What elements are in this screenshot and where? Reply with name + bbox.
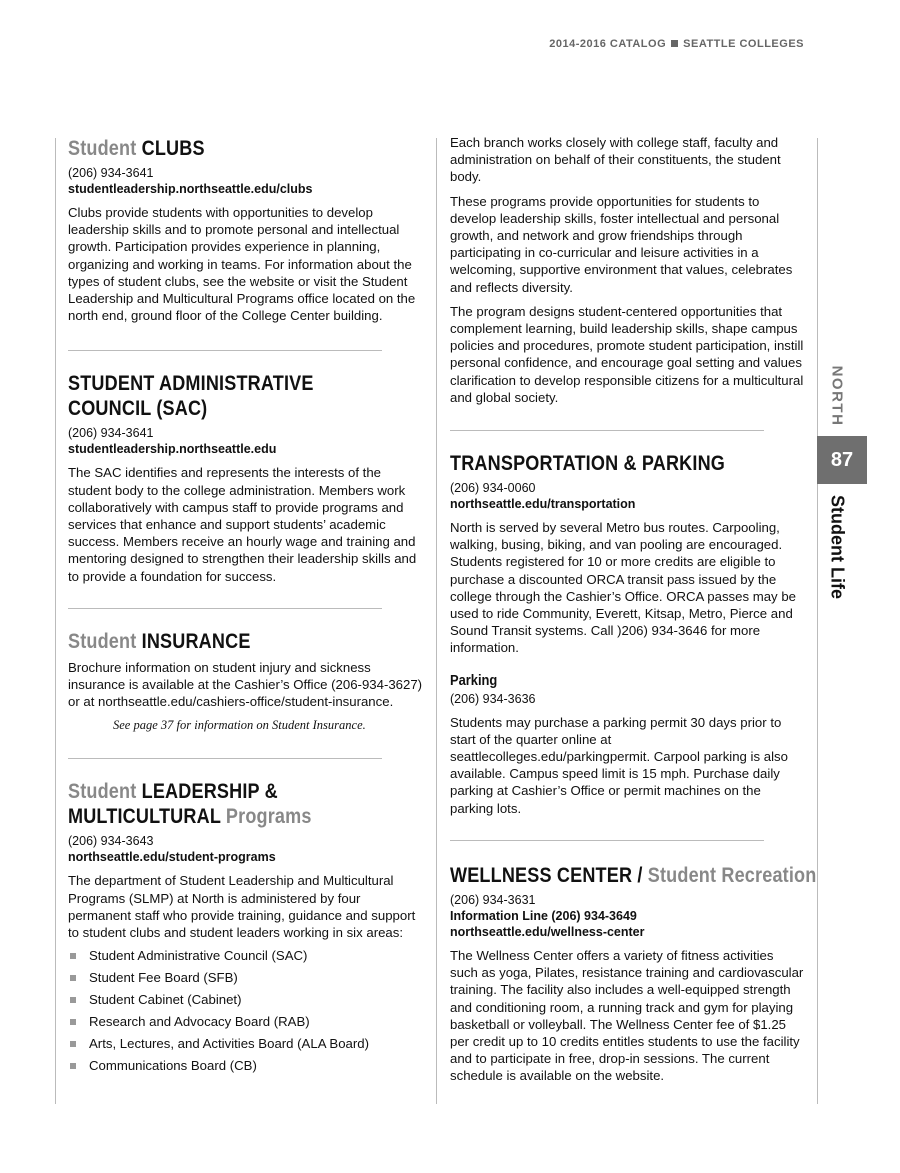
running-header <box>549 38 804 50</box>
body-text: The Wellness Center offers a variety of fitness activities such as yoga, Pilates, resistance training and cardiovascular training. The facility also includes a well-equipped strength and conditioning room, a running track and gym for playing basketball or volleyball. The Wellness Center fee of $1.25 per credit up to 10 credits entitles students to use the facility and to participate in free, drop-in sessions. The current schedule is available on the website. <box>450 947 804 1084</box>
square-bullet-icon <box>70 997 76 1003</box>
center-column-rule <box>436 138 437 1104</box>
section-title: Student LEADERSHIP & MULTICULTURAL Programs <box>68 780 312 829</box>
body-text: Clubs provide students with opportunities to develop leadership skills and to promote personal and intellectual growth. Participation provides experience in planning, organizing and working in teams. For information about the types of student clubs, see the website or visit the Student Leadership and Multicultural Programs office located on the north end, ground floor of the College Center building. <box>68 205 416 324</box>
student-insurance-section <box>68 629 424 734</box>
page-number: 87 <box>817 436 867 484</box>
leadership-continued <box>450 134 804 406</box>
parking-subtitle: Parking <box>450 671 498 689</box>
section-title: STUDENT ADMINISTRATIVE COUNCIL (SAC) <box>68 372 314 421</box>
square-bullet-icon <box>70 1063 76 1069</box>
divider <box>450 840 764 841</box>
url-link[interactable]: northseattle.edu/wellness-center <box>450 924 645 939</box>
phone: (206) 934-3643 <box>68 834 154 849</box>
list-item: Arts, Lectures, and Activities Board (ALA Board) <box>68 1035 424 1052</box>
url-link[interactable]: northseattle.edu/transportation <box>450 497 636 512</box>
list-item: Student Fee Board (SFB) <box>68 969 424 986</box>
phone: (206) 934-0060 <box>450 481 536 496</box>
divider <box>68 608 382 609</box>
right-column <box>450 126 817 1085</box>
section-title: Student INSURANCE <box>68 629 251 653</box>
body-text: The SAC identifies and represents the interests of the student body to the college administration. Members work collaboratively with campus staff to provide programs and services that enhance and support students’ academic success. Members receive an hourly wage and training and mentoring designed to strengthen their leadership skills and to provide a foundation for success. <box>68 465 417 584</box>
body-text: The program designs student-centered opportunities that complement learning, build leadership skills, shape campus policies and procedures, promote student participation, instill personal confidence, and encourage goal setting and values clarification to develop responsible citizens for a multicultural and global society. <box>450 303 804 405</box>
url-link[interactable]: studentleadership.northseattle.edu/clubs <box>68 182 313 196</box>
left-column-rule <box>55 138 56 1104</box>
list-item: Student Administrative Council (SAC) <box>68 947 424 964</box>
student-clubs-section <box>68 136 424 324</box>
body-text: North is served by several Metro bus routes. Carpooling, walking, busing, biking, and van pooling are encouraged. Students registered for 10 or more credits are eligible to purchase a discounted ORCA transit pass issued by the college through the Cashier’s Office. ORCA passes may be used to ride Community, Everett, Kitsap, Metro, Pierce and Sound Transit systems. Call )206) 934-3646 for more information. <box>450 520 796 656</box>
divider <box>68 350 382 351</box>
right-column-rule <box>817 138 818 1104</box>
info-line: Information Line (206) 934-3649 <box>450 908 637 923</box>
square-bullet-icon <box>70 1041 76 1047</box>
body-text: The department of Student Leadership and Multicultural Programs (SLMP) at North is administered by four permanent staff who provide training, guidance and support to student clubs and student leaders working in six areas: <box>68 873 416 941</box>
campus-tab: NORTH <box>828 365 846 427</box>
cross-reference-note: See page 37 for information on Student Insurance. <box>113 718 366 733</box>
wellness-center-section <box>450 863 817 1085</box>
phone: (206) 934-3631 <box>450 892 536 907</box>
body-text: Brochure information on student injury and sickness insurance is available at the Cashier’s Office (206-934-3627) or at northseattle.edu/cashiers-office/student-insurance. <box>68 659 423 710</box>
body-text: Each branch works closely with college staff, faculty and administration on behalf of their constituents, the student body. <box>450 135 781 185</box>
section-title: Student CLUBS <box>68 137 205 160</box>
url-link[interactable]: northseattle.edu/student-programs <box>68 850 276 865</box>
square-bullet-icon <box>70 953 76 959</box>
section-title: WELLNESS CENTER / Student Recreation <box>450 863 817 887</box>
section-title: TRANSPORTATION & PARKING <box>450 452 726 476</box>
program-areas-list <box>68 947 424 1074</box>
list-item: Research and Advocacy Board (RAB) <box>68 1013 424 1030</box>
left-column <box>68 136 424 1079</box>
college-label: SEATTLE COLLEGES <box>683 38 804 50</box>
phone: (206) 934-3641 <box>68 166 154 180</box>
transportation-parking-section <box>450 451 804 817</box>
square-bullet-icon <box>70 975 76 981</box>
catalog-label: 2014-2016 CATALOG <box>549 38 667 50</box>
sac-section <box>68 371 424 584</box>
section-tab: Student Life <box>827 495 848 599</box>
square-separator-icon <box>671 40 678 47</box>
divider <box>450 430 764 431</box>
square-bullet-icon <box>70 1019 76 1025</box>
list-item: Student Cabinet (Cabinet) <box>68 991 424 1008</box>
list-item: Communications Board (CB) <box>68 1057 424 1074</box>
body-text: Students may purchase a parking permit 30 days prior to start of the quarter online at seattlecolleges.edu/parkingpermit. Carpool parking is also available. Campus speed limit is 15 mph. Purchase daily parking at Cashier’s Office or permit machines on the parking lots. <box>450 714 788 816</box>
url-link[interactable]: studentleadership.northseattle.edu <box>68 442 277 457</box>
parking-phone: (206) 934-3636 <box>450 691 536 706</box>
student-leadership-section <box>68 779 424 1074</box>
phone: (206) 934-3641 <box>68 426 154 441</box>
body-text: These programs provide opportunities for students to develop leadership skills, foster intellectual and personal growth, and network and grow friendships through participating in co-curricular and leisure activities in a welcoming, supportive environment that values, celebrates and reflects diversity. <box>450 193 793 295</box>
divider <box>68 758 382 759</box>
